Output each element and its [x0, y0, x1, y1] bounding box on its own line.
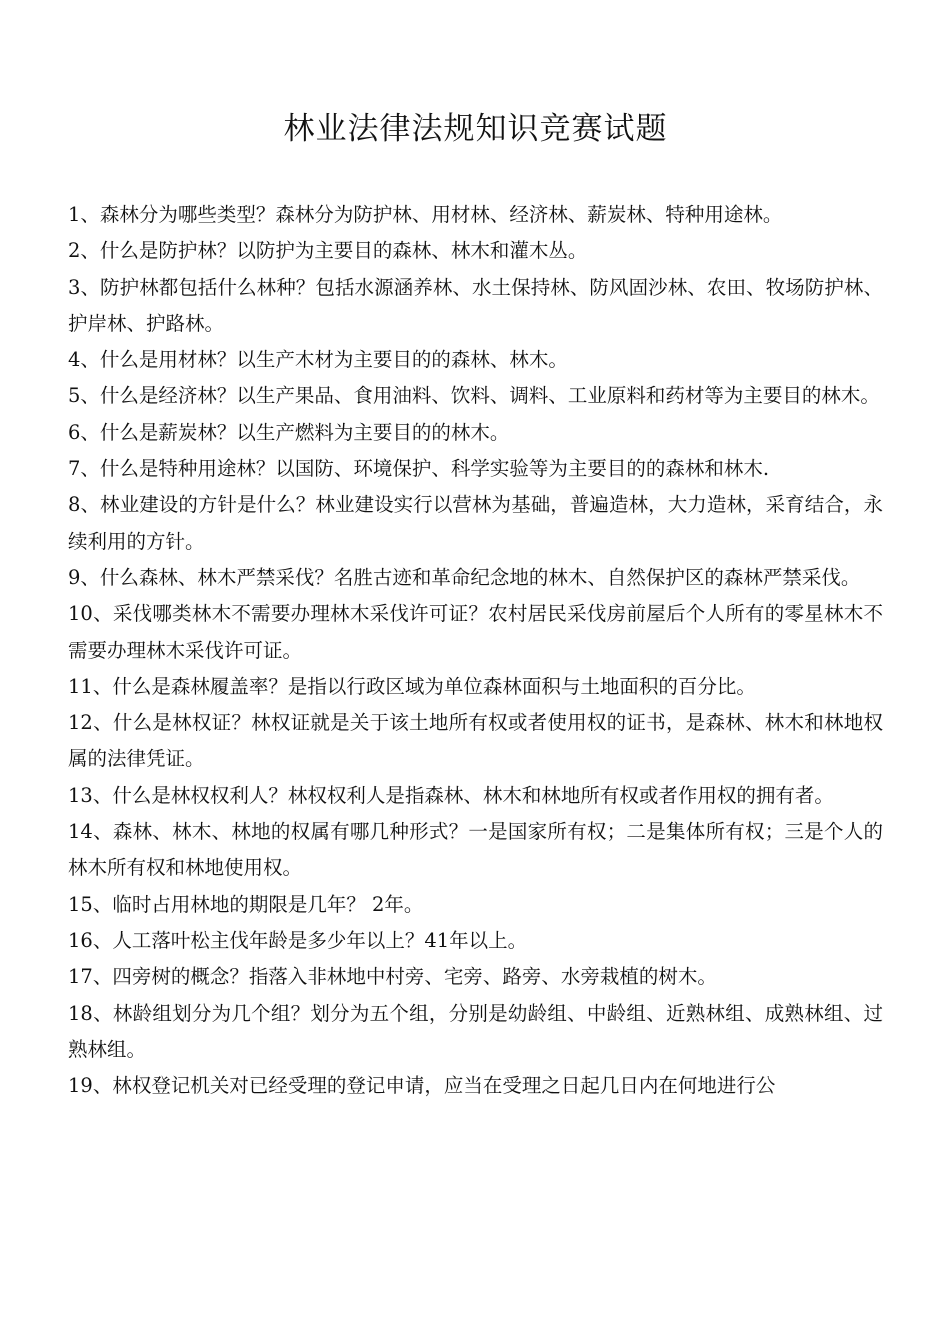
question-item-1: 1、森林分为哪些类型？森林分为防护林、用材林、经济林、薪炭林、特种用途林。 — [68, 203, 783, 226]
question-item-7: 7、什么是特种用途林？以国防、环境保护、科学实验等为主要目的的森林和林木. — [68, 457, 770, 481]
question-item-15: 15、临时占用林地的期限是几年？ 2年。 — [68, 892, 424, 916]
question-item-3: 3、防护林都包括什么林种？包括水源涵养林、水土保持林、防风固沙林、农田、牧场防护林、护岸林、护路林。 — [68, 275, 883, 335]
question-item-11: 11、什么是森林履盖率？是指以行政区域为单位森林面积与土地面积的百分比。 — [68, 674, 756, 698]
question-item-9: 9、什么森林、林木严禁采伐？名胜古迹和革命纪念地的林木、自然保护区的森林严禁采伐。 — [68, 565, 861, 589]
question-item-14: 14、森林、林木、林地的权属有哪几种形式？一是国家所有权；二是集体所有权；三是个人的林木所有权和林地使用权。 — [68, 820, 883, 880]
question-item-10: 10、采伐哪类林木不需要办理林木采伐许可证？农村居民采伐房前屋后个人所有的零星林木不需要办理林木采伐许可证。 — [68, 602, 883, 662]
question-item-16: 16、人工落叶松主伐年龄是多少年以上？41年以上。 — [68, 928, 528, 952]
question-item-4: 4、什么是用材林？以生产木材为主要目的的森林、林木。 — [68, 348, 568, 372]
question-item-17: 17、四旁树的概念？指落入非林地中村旁、宅旁、路旁、水旁栽植的树木。 — [68, 965, 717, 989]
document-title: 林业法律法规知识竞赛试题 — [283, 111, 668, 147]
document-page — [68, 0, 883, 1104]
question-item-8: 8、林业建设的方针是什么？林业建设实行以营林为基础，普遍造林，大力造林，采育结合，永续利用的方针。 — [68, 493, 883, 553]
question-item-12: 12、什么是林权证？林权证就是关于该土地所有权或者使用权的证书，是森林、林木和林地权属的法律凭证。 — [68, 711, 883, 771]
question-item-2: 2、什么是防护林？以防护为主要目的森林、林木和灌木丛。 — [68, 239, 588, 263]
question-item-6: 6、什么是薪炭林？以生产燃料为主要目的的林木。 — [68, 420, 510, 444]
question-item-5: 5、什么是经济林？以生产果品、食用油料、饮料、调料、工业原料和药材等为主要目的林木。 — [68, 384, 880, 408]
question-item-18: 18、林龄组划分为几个组？划分为五个组，分别是幼龄组、中龄组、近熟林组、成熟林组、过熟林组。 — [68, 1001, 883, 1061]
question-item-19: 19、林权登记机关对已经受理的登记申请，应当在受理之日起几日内在何地进行公 — [68, 1074, 776, 1098]
question-item-13: 13、什么是林权权利人？林权权利人是指森林、林木和林地所有权或者作用权的拥有者。 — [68, 783, 834, 807]
question-list — [68, 197, 883, 1104]
